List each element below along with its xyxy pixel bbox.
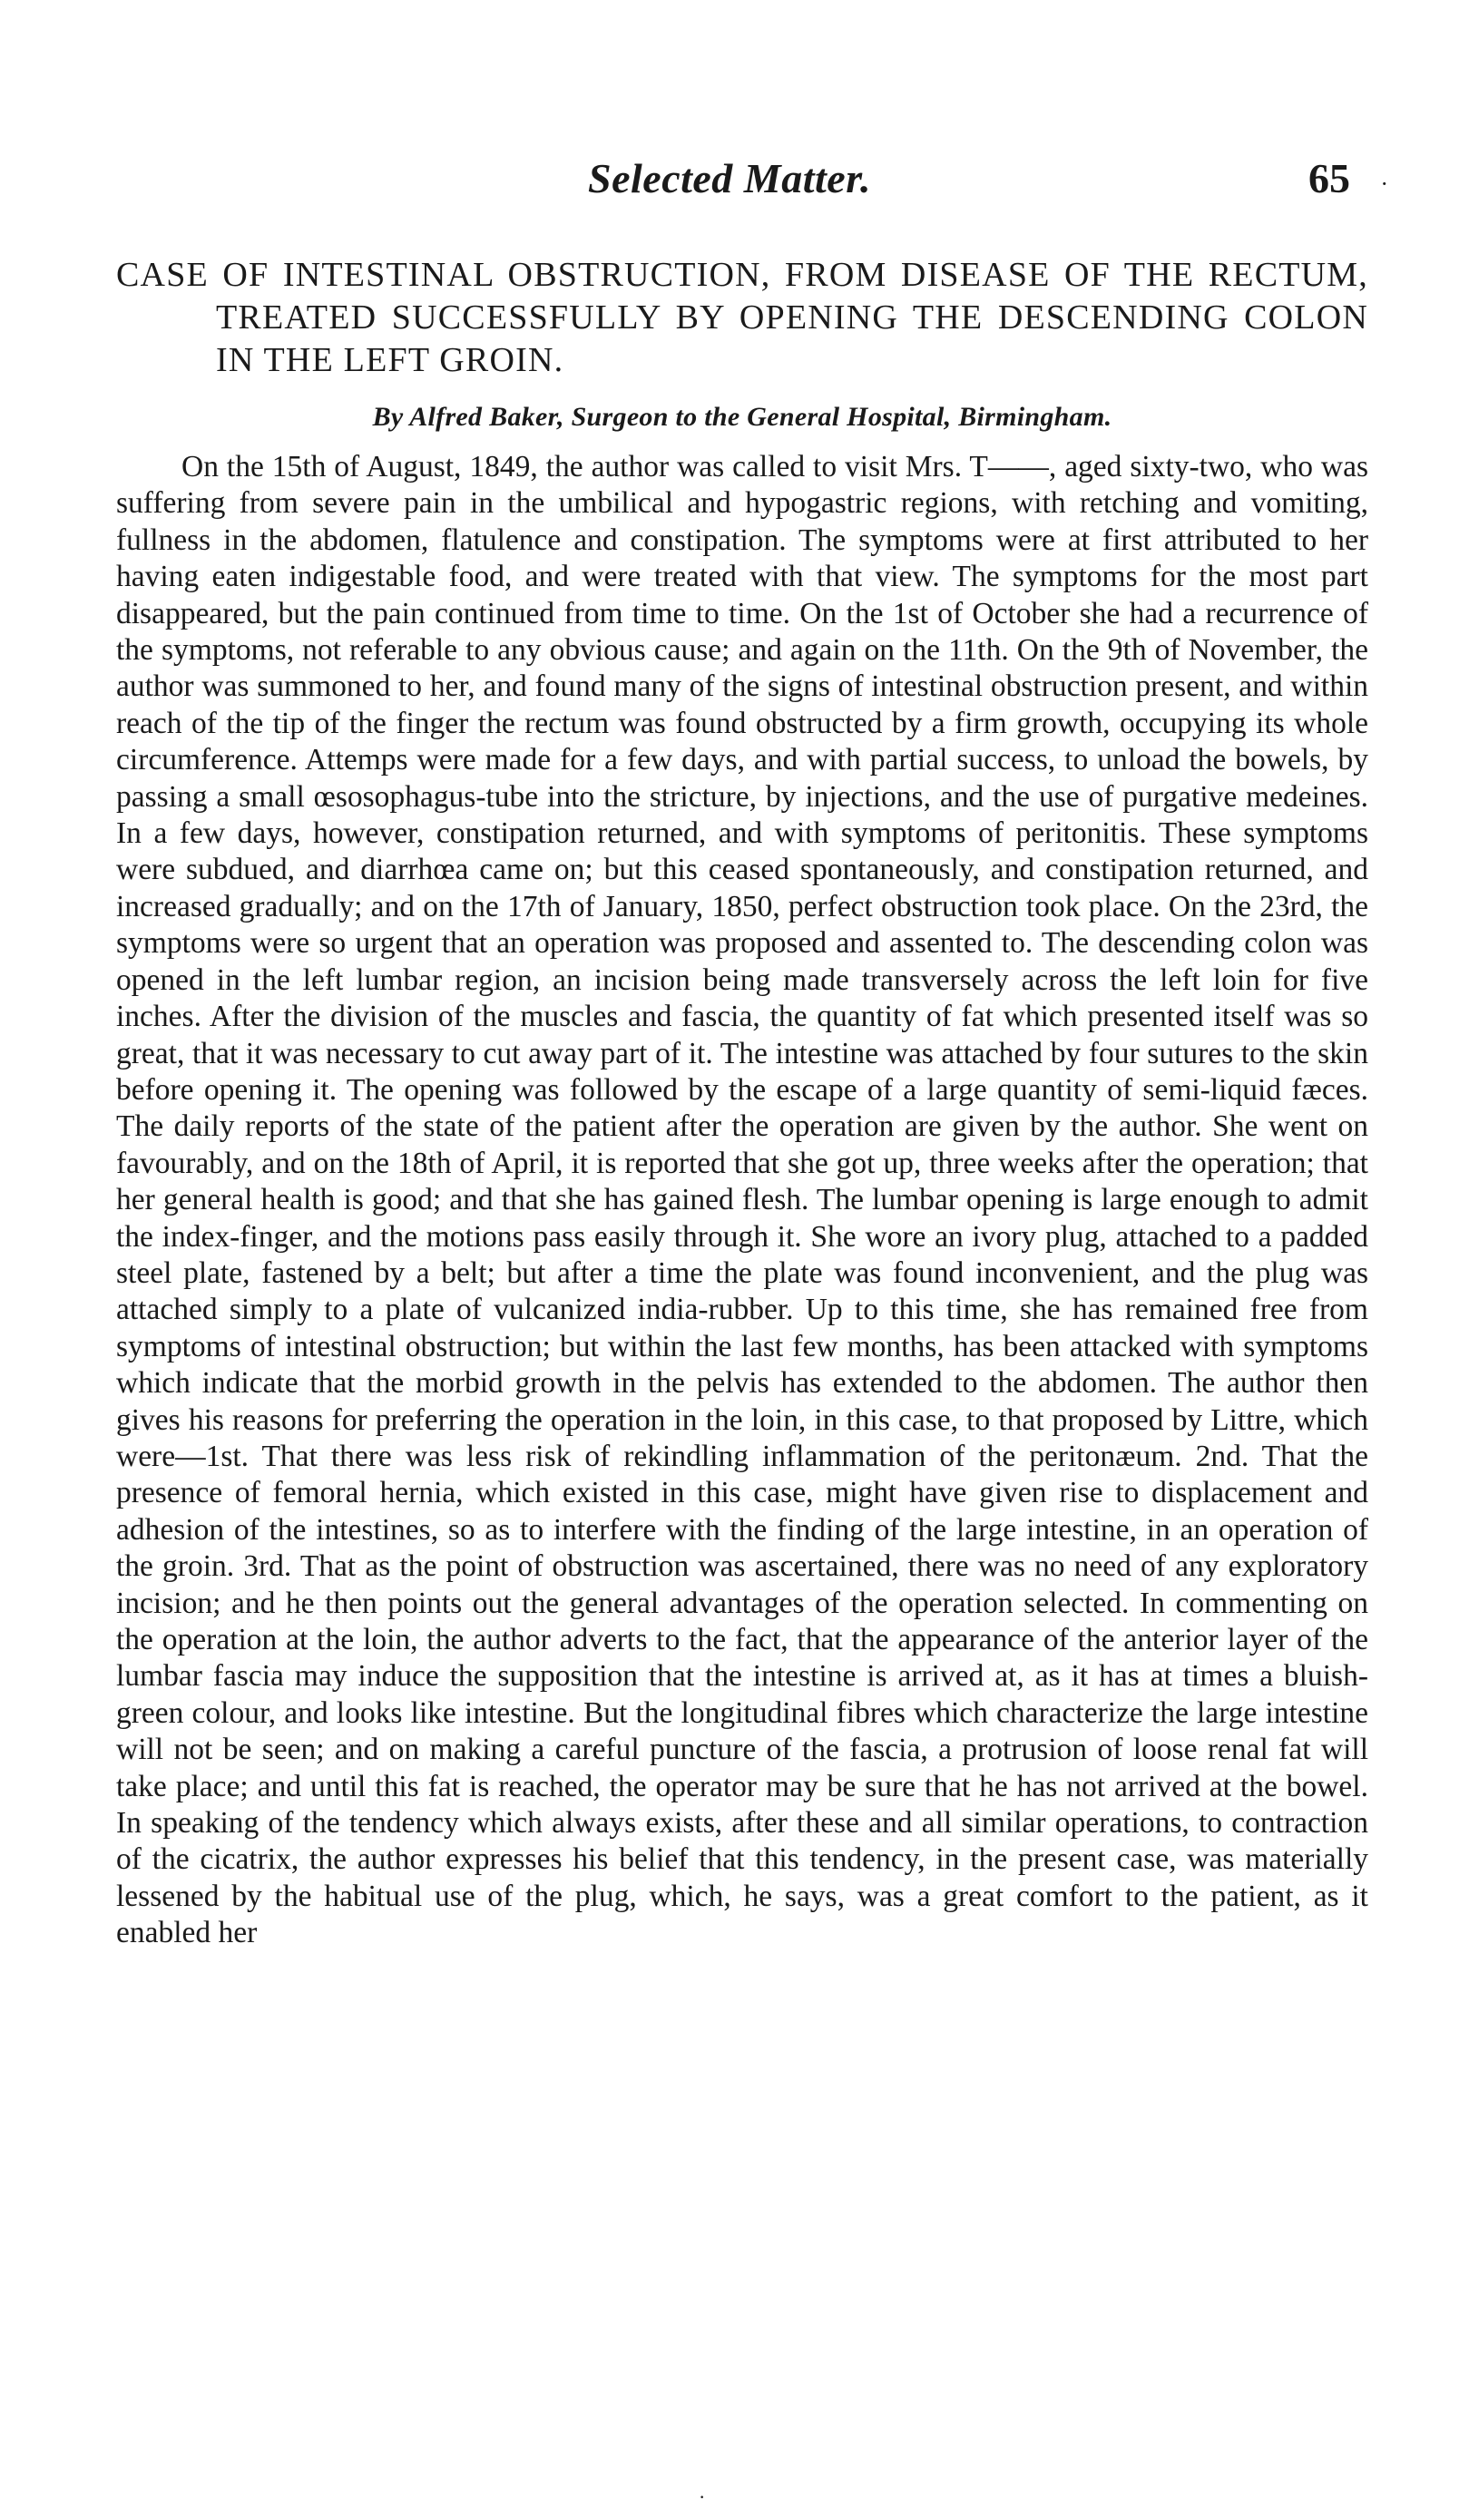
page-number: 65 [1308,155,1350,201]
footer-mark: · [699,2486,706,2508]
page [116,154,1388,1952]
running-title: Selected Matter. [588,155,872,201]
article-byline: By Alfred Baker, Surgeon to the General Hospital, Birmingham. [372,402,1112,432]
article-title: CASE OF INTESTINAL OBSTRUCTION, FROM DISEASE OF THE RECTUM, TREATED SUCCESSFULLY BY OPENING THE DESCENDING COLON IN THE LEFT GROIN. [116,256,1368,379]
running-head [116,154,1388,218]
article-body: On the 15th of August, 1849, the author was called to visit Mrs. T——, aged sixty-two, who was suffering from severe pain in the umbilical and hypogastric regions, with retching and vomiting, fullness in the abdomen, flatulence and constipation. The symptoms were at first attributed to her having eaten indigestable food, and were treated with that view. The symptoms for the most part disappeared, but the pain continued from time to time. On the 1st of October she had a recurrence of the symptoms, not referable to any obvious cause; and again on the 11th. On the 9th of November, the author was summoned to her, and found many of the signs of intestinal obstruction present, and within reach of the tip of the finger the rectum was found obstructed by a firm growth, occupying its whole circumference. Attemps were made for a few days, and with partial success, to unload the bowels, by passing a small œsosophagus-tube into the stricture, by injections, and the use of purgative medeines. In a few days, however, constipation returned, and with symptoms of peritonitis. These symptoms were subdued, and diarrhœa came on; but this ceased spontaneously, and constipation returned, and increased gradually; and on the 17th of January, 1850, perfect obstruction took place. On the 23rd, the symptoms were so urgent that an operation was proposed and assented to. The descending colon was opened in the left lumbar region, an incision being made transversely across the left loin for five inches. After the division of the muscles and fascia, the quantity of fat which presented itself was so great, that it was necessary to cut away part of it. The intestine was attached by four sutures to the skin before opening it. The opening was followed by the escape of a large quantity of semi-liquid fæces. The daily reports of the state of the patient after the operation are given by the author. She went on favourably, and on the 18th of April, it is reported that she got up, three weeks after the operation; that her general health is good; and that she has gained flesh. The lumbar opening is large enough to admit the index-finger, and the motions pass easily through it. She wore an ivory plug, attached to a padded steel plate, fastened by a belt; but after a time the plate was found inconvenient, and the plug was attached simply to a plate of vulcanized india-rubber. Up to this time, she has remained free from symptoms of intestinal obstruction; but within the last few months, has been attacked with symptoms which indicate that the morbid growth in the pelvis has extended to the abdomen. The author then gives his reasons for preferring the operation in the loin, in this case, to that proposed by Littre, which were—1st. That there was less risk of rekindling inflammation of the peritonæum. 2nd. That the presence of femoral hernia, which existed in this case, might have given rise to displacement and adhesion of the intestines, so as to interfere with the finding of the large intestine, in an operation of the groin. 3rd. That as the point of obstruction was ascertained, there was no need of any exploratory incision; and he then points out the general advantages of the operation selected. In commenting on the operation at the loin, the author adverts to the fact, that the appearance of the anterior layer of the lumbar fascia may induce the supposition that the intestine is arrived at, as it has at times a bluish-green colour, and looks like intestine. But the longitudinal fibres which characterize the large intestine will not be seen; and on making a careful puncture of the fascia, a protrusion of loose renal fat will take place; and until this fat is reached, the operator may be sure that he has not arrived at the bowel. In speaking of the tendency which always exists, after these and all similar operations, to contraction of the cicatrix, the author expresses his belief that this tendency, in the present case, was materially lessened by the habitual use of the plug, which, he says, was a great comfort to the patient, as it enabled her [116,450,1368,1950]
page-mark: · [1380,171,1388,197]
